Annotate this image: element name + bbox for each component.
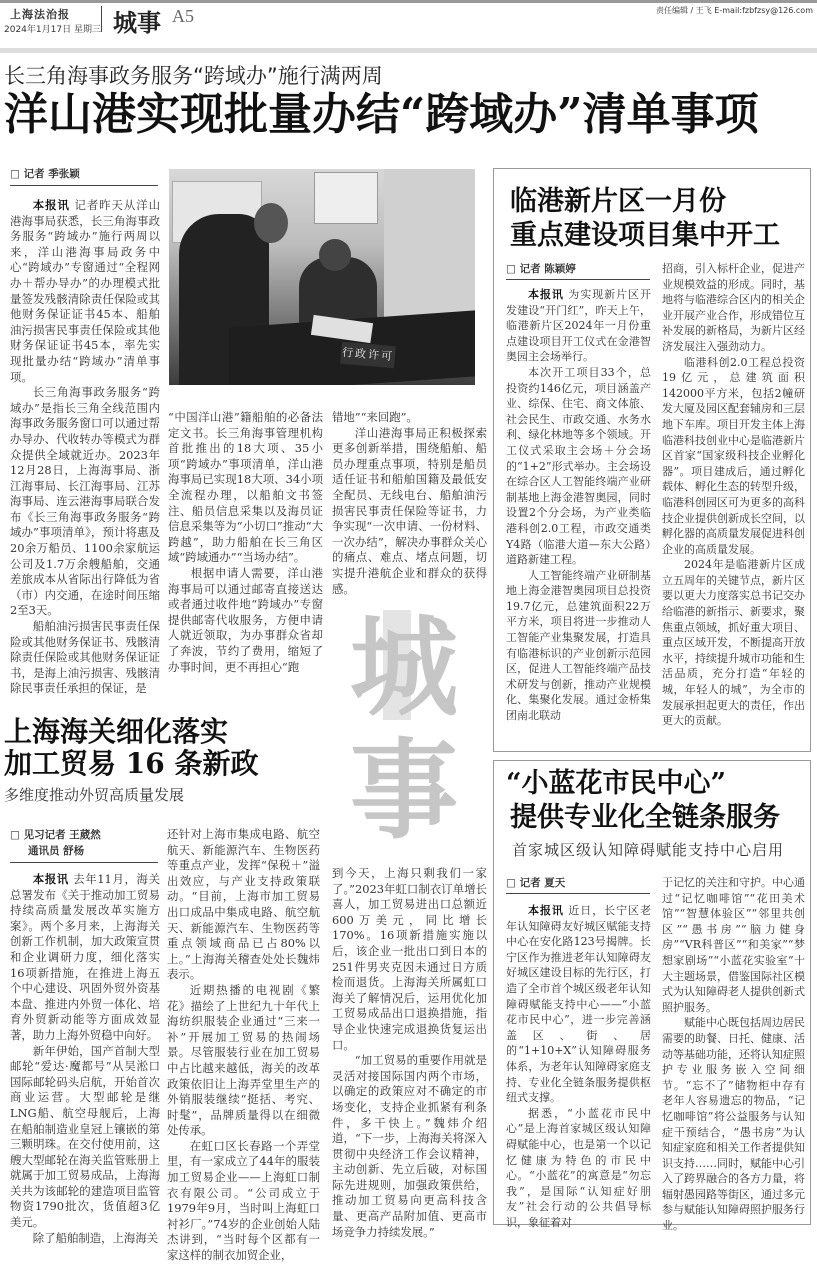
masthead-divider bbox=[101, 6, 102, 32]
paragraph: “加工贸易的重要作用就是灵活对接国际国内两个市场，以确定的政策应对不确定的市场变化，支持企业抓紧有利条件，多干快上。”魏炜介绍道，“下一步，上海海关将深入贯彻中央经济工作会议精神，主动创新、先立后破，对标国际先进规则，加强政策供给，推动加工贸易向更高科技含量、更高产品附加值、更高市场竞争力持续发展。” bbox=[332, 1053, 487, 1239]
article3-headline-line1: 上海海关细化落实 bbox=[4, 715, 229, 748]
watermark-char: 事 bbox=[350, 728, 459, 854]
paragraph: 洋山港海事局正积极探索更多创新举措，围绕船舶、船员办理重点事项，特别是船员适任证书和船舶国籍及最低安全配员、无线电台、船舶油污损害民事责任保险等证书，力争实现“一次申请、一份材料、一次办结”，解决办事群众关心的痛点、难点、堵点问题，切实提升港航企业和群众的获得感。 bbox=[332, 425, 487, 596]
paragraph: 在虹口区长春路一个弄堂里，有一家成立了44年的服装加工贸易企业——上海虹口制衣有限公司。“公司成立于1979年9月，当时叫上海虹口衬衫厂。”74岁的企业创始人陆杰讲到，“当时每个区都有一家这样的制衣加贸企业， bbox=[167, 1138, 320, 1263]
lead-label: 本报讯 bbox=[32, 872, 69, 886]
article2-byline: □ 记者 陈颖婷 bbox=[506, 263, 576, 275]
byline-rule bbox=[10, 185, 158, 186]
paragraph: 赋能中心既包括周边居民需要的助餐、日托、健康、活动等基础功能，还将认知症照护专业服务嵌入空间细节。“忘不了”储物柜中存有老年人容易遗忘的物品，“记忆咖啡馆”将公益服务与认知症干预结合，“愚书房”为认知症家庭和相关工作者提供知识支持……同时，赋能中心引入了跨界融合的各方力量，将辐射愚园路等街区，通过多元参与赋能认知障碍照护服务行业。 bbox=[662, 1016, 805, 1233]
paragraph: 于记忆的关注和守护。中心通过“记忆咖啡馆”“花田美术馆”“智慧体验区”“邻里共创区”“愚书房”“脑力健身房”“VR科普区”“和美家”“梦想家剧场”“小蓝花实验室”十大主题场景，借鉴国际社区模式为认知障碍老人提供创新式照护服务。 bbox=[662, 876, 805, 1014]
article2-column-2 bbox=[662, 261, 805, 729]
article3-headline-line2: 加工贸易 16 条新政 bbox=[4, 747, 259, 780]
page-number: A5 bbox=[172, 6, 194, 26]
editor-info: 责任编辑 / 王飞 E-mail:fzbfzsy@126.com bbox=[655, 6, 813, 15]
article3-byline bbox=[10, 827, 101, 859]
article1-byline: □ 记者 季张颖 bbox=[10, 168, 80, 180]
paragraph: 本次开工项目33个，总投资约146亿元，项目涵盖产业、综保、住宅、商文体旅、社会民生、市政交通、水务水利、绿化林地等多个领域。开工仪式采取主会场＋分会场的“1+2”形式举办。主会场设在综合区人工智能终端产业研制基地上海金港智奥园，同时设置2个分会场，为产业类临港科创2.0工程，市政交通类Y4路（临港大道—东大公路）道路新建工程。 bbox=[506, 365, 651, 567]
paragraph: 招商，引入标杆企业，促进产业规模效益的形成。同时，基地将与临港综合区内的相关企业开展产业合作，形成错位互补发展的新格局，为新片区经济发展注入强劲动力。 bbox=[662, 262, 805, 353]
paragraph-text: 近日，长宁区老年认知障碍友好城区赋能支持中心在安化路123号揭牌。长宁区作为推进老年认知障碍友好城区建设目标的先行区，打造了全市首个城区级老年认知障碍赋能支持中心——“小蓝花市民中心”，进一步完善涵盖区、街、居的“1+10+X”认知障碍服务体系，为老年认知障碍家庭支持、专业化全链条服务提供枢纽式支撑。 bbox=[506, 904, 652, 1105]
window bbox=[384, 169, 475, 319]
article1-headline: 洋山港实现批量办结“跨域办”清单事项 bbox=[4, 89, 759, 140]
paragraph bbox=[10, 872, 160, 1044]
article3-subtitle: 多维度推动外贸高质量发展 bbox=[4, 786, 185, 804]
issue-date: 2024年1月17日 星期三 bbox=[4, 25, 101, 35]
paragraph: 临港科创2.0工程总投资19亿元，总建筑面积142000平方米，包括2幢研发大厦及园区配套辅房和三层地下车库。项目开发主体上海临港科技创业中心是临港新片区首家“国家级科技企业孵化器”。项目建成后，通过孵化载体、孵化生态的转型升级，临港科创园区可为更多的高科技企业提供创新成长空间，以孵化器的高质量发展促进科创企业的高质量发展。 bbox=[662, 355, 805, 556]
paragraph: 到今天，上海只剩我们一家了。”2023年虹口制衣订单增长喜人，加工贸易进出口总额近600万美元，同比增长170%。16项新措施实施以后，该企业一批出口到日本的251件男夹克因未通过日方质检而退货。上海海关所属虹口海关了解情况后，运用优化加工贸易成品出口退换措施，指导企业快速完成退换货复运出口。 bbox=[332, 866, 487, 1052]
paragraph: 2024年是临港新片区成立五周年的关键节点，新片区要以更大力度落实总书记交办给临港的新指示、新要求，聚焦重点领域，抓好重大项目、重点区域开发，不断提高开放水平，持续提升城市功能和生活品质，充分打造“年轻的城，年轻人的城”，为全市的发展承担起更大的责任，作出更大的贡献。 bbox=[662, 558, 805, 728]
article4-headline-line2: 提供专业化全链条服务 bbox=[510, 802, 780, 833]
byline-rule bbox=[506, 893, 650, 894]
article3-column-1 bbox=[10, 872, 160, 1246]
paragraph: “中国洋山港”籍船舶的必备法定文书。长三角海事管理机构首批推出的18大项、35小项“跨域办”事项清单，洋山港海事局已实现18大项、34小项全流程办理，以船舶文书签注、船员信息采集以及海员证信息采集等为“小切口”推动“大跨越”，助力船舶在长三角区域“跨域通办”“当场办结”。 bbox=[168, 410, 323, 565]
article2-column-1 bbox=[506, 287, 651, 724]
applicant-head bbox=[319, 239, 351, 271]
officer-head bbox=[254, 203, 288, 243]
lead-label: 本报讯 bbox=[32, 198, 70, 212]
header-band bbox=[0, 48, 817, 53]
paragraph: 还针对上海市集成电路、航空航天、新能源汽车、生物医药等重点产业，发挥“保税＋”溢出效应，与产业支持政策联动。“目前，上海市加工贸易出口成品中集成电路、航空航天、新能源汽车、生物医药等重点领域商品已占80%以上。”上海海关稽查处处长魏炜表示。 bbox=[167, 827, 320, 982]
news-photo bbox=[169, 169, 475, 385]
article4-byline: □ 记者 夏天 bbox=[506, 877, 566, 889]
article2-headline-line2: 重点建设项目集中开工 bbox=[510, 220, 780, 251]
paragraph: 据悉，“小蓝花市民中心”是上海首家城区级认知障碍赋能中心，也是第一个以记忆健康为特色的市民中心。“小蓝花”的寓意是“勿忘我”，是国际“认知症好朋友”社会行动的公共倡导标识，象征着对 bbox=[506, 1106, 651, 1229]
paragraph: 人工智能终端产业研制基地上海金港智奥园项目总投资19.7亿元，总建筑面积22万平方米，项目将进一步推动人工智能产业集聚发展，打造具有临港标识的产业创新示范园区，促进人工智能终端产品技术研发与创新，推动产业规模化、集聚化发展。通过金桥集团南北联动 bbox=[506, 568, 651, 723]
paragraph: 新年伊始，国产首制大型邮轮“爱达·魔都号”从吴淞口国际邮轮码头启航，开始首次商业运营。大型邮轮是继LNG船、航空母舰后，上海在船舶制造业皇冠上镶嵌的第三颗明珠。在交付使用前，这艘大型邮轮在海关监管账册上就属于加工贸易成品，上海海关共为该邮轮的建造项目监管物资1790批次，货值超3亿美元。 bbox=[10, 1043, 160, 1230]
paragraph: 错地”“来回跑”。 bbox=[332, 410, 418, 424]
article3-headline bbox=[4, 716, 258, 780]
paragraph: 根据申请人需要，洋山港海事局可以通过邮寄直接送达或者通过收件地“跨域办”专窗提供邮寄代收服务，方便申请人就近领取，为办事群众省却了奔波，节约了费用，缩短了办事时间，更不再担心“跑 bbox=[168, 565, 323, 674]
section-name: 城事 bbox=[113, 9, 161, 37]
paragraph bbox=[506, 903, 651, 1106]
byline-rule bbox=[506, 279, 650, 280]
article2-headline-line1: 临港新片区一月份 bbox=[510, 186, 726, 217]
article4-column-1 bbox=[506, 903, 651, 1230]
article1-column-1 bbox=[10, 198, 160, 697]
paragraph bbox=[506, 287, 651, 365]
article2-box bbox=[493, 168, 811, 752]
lead-label: 本报讯 bbox=[528, 288, 564, 301]
newspaper-logo: 上海法治报 bbox=[10, 8, 70, 21]
article4-subtitle: 首家城区级认知障碍赋能支持中心启用 bbox=[512, 841, 785, 859]
paragraph bbox=[10, 198, 160, 385]
paragraph-text: 去年11月，海关总署发布《关于推动加工贸易持续高质量发展改革实施方案》。两个多月来，上海海关创新工作机制，加大政策宣贯和企业调研力度，细化落实16项新措施，在推进上海五个中心建设、巩固外贸外资基本盘、推进内外贸一体化、培育外贸新动能等方面成效显著，助力上海外贸稳中向好。 bbox=[10, 872, 160, 1042]
counter-sign: 行政许可 bbox=[340, 342, 396, 369]
paragraph-text: 记者昨天从洋山港海事局获悉，长三角海事政务服务“跨域办”施行两周以来，洋山港海事局政务中心“跨域办”专窗通过“全程网办＋帮办导办”的办理模式批量签发残骸清除责任保险或其他财务保证证书45本、船舶油污损害民事责任保险或其他财务保证证书45本，率先实现批量办结“跨域办”清单事项。 bbox=[10, 198, 160, 384]
watermark-char: 城 bbox=[350, 605, 459, 731]
paragraph: 长三角海事政务服务“跨域办”是指长三角全线范围内海事政务服务窗口可以通过帮办导办、代收转办等模式为群众提供全域就近办。2023年12月28日，上海海事局、浙江海事局、长江海事局、江苏海事局、连云港海事局联合发布《长三角海事政务服务“跨域办”事项清单》，预计将惠及20余万船员、1100余家航运公司及1.7万余艘船舶，交通差旅成本从省际出行降低为省（市）内交通，在途时间压缩2至3天。 bbox=[10, 385, 160, 618]
article3-column-3 bbox=[332, 866, 487, 1240]
paragraph: 近期热播的电视剧《繁花》描绘了上世纪九十年代上海纺织服装企业通过“三来一补”开展加工贸易的热闹场景。尽管服装行业在加工贸易中占比越来越低，海关的改革政策依旧让上海弄堂里生产的外销服装继续“挺括、考究、时髦”，品牌质量得以在细微处传承。 bbox=[167, 982, 320, 1138]
article1-column-3 bbox=[332, 410, 487, 597]
notice-board bbox=[314, 172, 378, 224]
article3-column-2 bbox=[167, 827, 320, 1264]
article4-headline-line1: “小蓝花市民中心” bbox=[506, 768, 727, 799]
article1-kicker: 长三角海事政务服务“跨域办”施行满两周 bbox=[4, 64, 383, 88]
paragraph-text: 为实现新片区开发建设“开门红”，昨天上午，临港新片区2024年一月份重点建设项目开工仪式在金港智奥园主会场举行。 bbox=[506, 288, 652, 364]
article1-column-2 bbox=[168, 410, 323, 675]
byline-rule bbox=[10, 862, 158, 863]
paragraph: 船舶油污损害民事责任保险或其他财务保证书、残骸清除责任保险或其他财务保证证书，是海上油污损害、残骸清除民事责任承担的保证，是 bbox=[10, 619, 160, 696]
article4-box bbox=[493, 760, 811, 1233]
byline-correspondent: 通讯员 舒杨 bbox=[28, 845, 85, 857]
lead-label: 本报讯 bbox=[528, 904, 564, 917]
paragraph: 除了船舶制造，上海海关 bbox=[32, 1230, 159, 1245]
article4-column-2 bbox=[662, 875, 805, 1234]
byline-reporter: □ 见习记者 王葳然 bbox=[10, 829, 101, 841]
